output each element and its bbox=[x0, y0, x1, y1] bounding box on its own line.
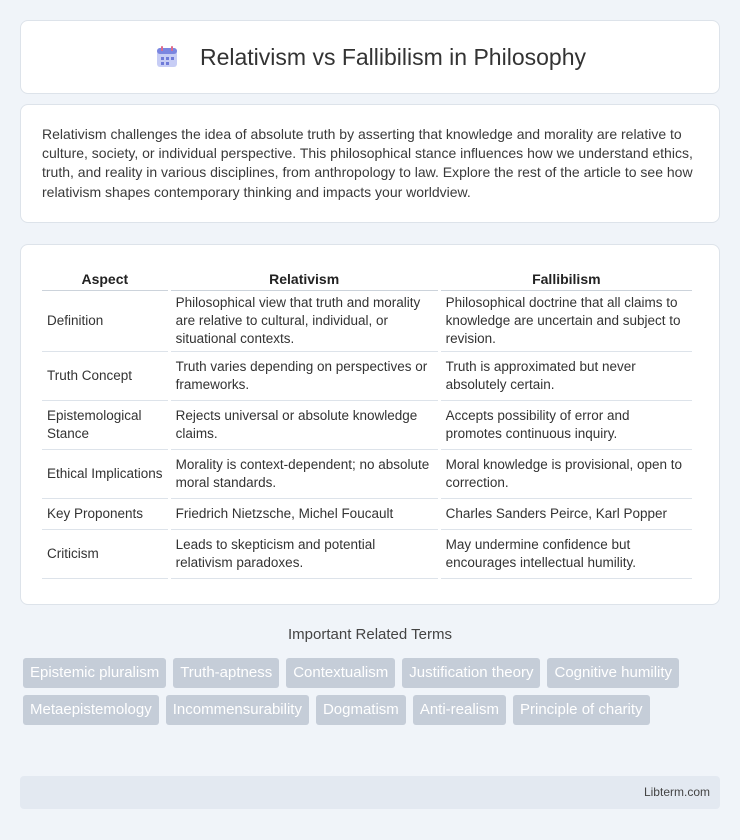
cell-aspect: Criticism bbox=[42, 530, 168, 579]
cell-fallibilism: Charles Sanders Peirce, Karl Popper bbox=[441, 499, 692, 530]
header-fallibilism: Fallibilism bbox=[441, 265, 692, 291]
table-row bbox=[42, 499, 692, 530]
term-tag[interactable]: Truth-aptness bbox=[173, 658, 279, 688]
header-card bbox=[20, 20, 720, 94]
term-tag[interactable]: Cognitive humility bbox=[547, 658, 679, 688]
term-tag[interactable]: Anti-realism bbox=[413, 695, 506, 725]
table-row bbox=[42, 352, 692, 401]
term-tag[interactable]: Contextualism bbox=[286, 658, 395, 688]
cell-relativism: Morality is context-dependent; no absolute moral standards. bbox=[171, 450, 438, 499]
cell-fallibilism: Moral knowledge is provisional, open to correction. bbox=[441, 450, 692, 499]
cell-aspect: Epistemological Stance bbox=[42, 401, 168, 450]
cell-relativism: Truth varies depending on perspectives or frameworks. bbox=[171, 352, 438, 401]
calendar-icon bbox=[154, 44, 180, 70]
term-tag[interactable]: Principle of charity bbox=[513, 695, 650, 725]
related-terms-title: Important Related Terms bbox=[288, 626, 452, 643]
table-row bbox=[42, 530, 692, 579]
term-tag[interactable]: Incommensurability bbox=[166, 695, 309, 725]
term-tag[interactable]: Dogmatism bbox=[316, 695, 406, 725]
term-tag[interactable]: Justification theory bbox=[402, 658, 540, 688]
page-title: Relativism vs Fallibilism in Philosophy bbox=[199, 43, 586, 70]
term-tag[interactable]: Metaepistemology bbox=[23, 695, 159, 725]
related-terms-list bbox=[23, 658, 703, 725]
comparison-table bbox=[39, 265, 695, 579]
header-aspect: Aspect bbox=[42, 265, 168, 291]
table-row bbox=[42, 450, 692, 499]
cell-fallibilism: Accepts possibility of error and promotes continuous inquiry. bbox=[441, 401, 692, 450]
cell-aspect: Ethical Implications bbox=[42, 450, 168, 499]
cell-aspect: Key Proponents bbox=[42, 499, 168, 530]
intro-card bbox=[20, 104, 720, 223]
cell-fallibilism: Truth is approximated but never absolutely certain. bbox=[441, 352, 692, 401]
cell-relativism: Philosophical view that truth and morality are relative to cultural, individual, or situational contexts. bbox=[171, 291, 438, 352]
table-row bbox=[42, 291, 692, 352]
cell-relativism: Leads to skepticism and potential relativism paradoxes. bbox=[171, 530, 438, 579]
cell-fallibilism: May undermine confidence but encourages intellectual humility. bbox=[441, 530, 692, 579]
comparison-card bbox=[20, 244, 720, 605]
cell-aspect: Truth Concept bbox=[42, 352, 168, 401]
table-row bbox=[42, 401, 692, 450]
intro-text: Relativism challenges the idea of absolute truth by asserting that knowledge and morality are relative to culture, society, or individual perspective. This philosophical stance influences how we understand ethics, truth, and reality in various disciplines, from anthropology to law. Explore the rest of the article to see how relativism shapes contemporary thinking and impacts your worldview. bbox=[42, 126, 693, 200]
header-relativism: Relativism bbox=[171, 265, 438, 291]
cell-relativism: Friedrich Nietzsche, Michel Foucault bbox=[171, 499, 438, 530]
footer-link[interactable]: Libterm.com bbox=[643, 785, 710, 799]
footer bbox=[20, 776, 720, 809]
cell-aspect: Definition bbox=[42, 291, 168, 352]
term-tag[interactable]: Epistemic pluralism bbox=[23, 658, 166, 688]
cell-fallibilism: Philosophical doctrine that all claims to knowledge are uncertain and subject to revision. bbox=[441, 291, 692, 352]
cell-relativism: Rejects universal or absolute knowledge claims. bbox=[171, 401, 438, 450]
